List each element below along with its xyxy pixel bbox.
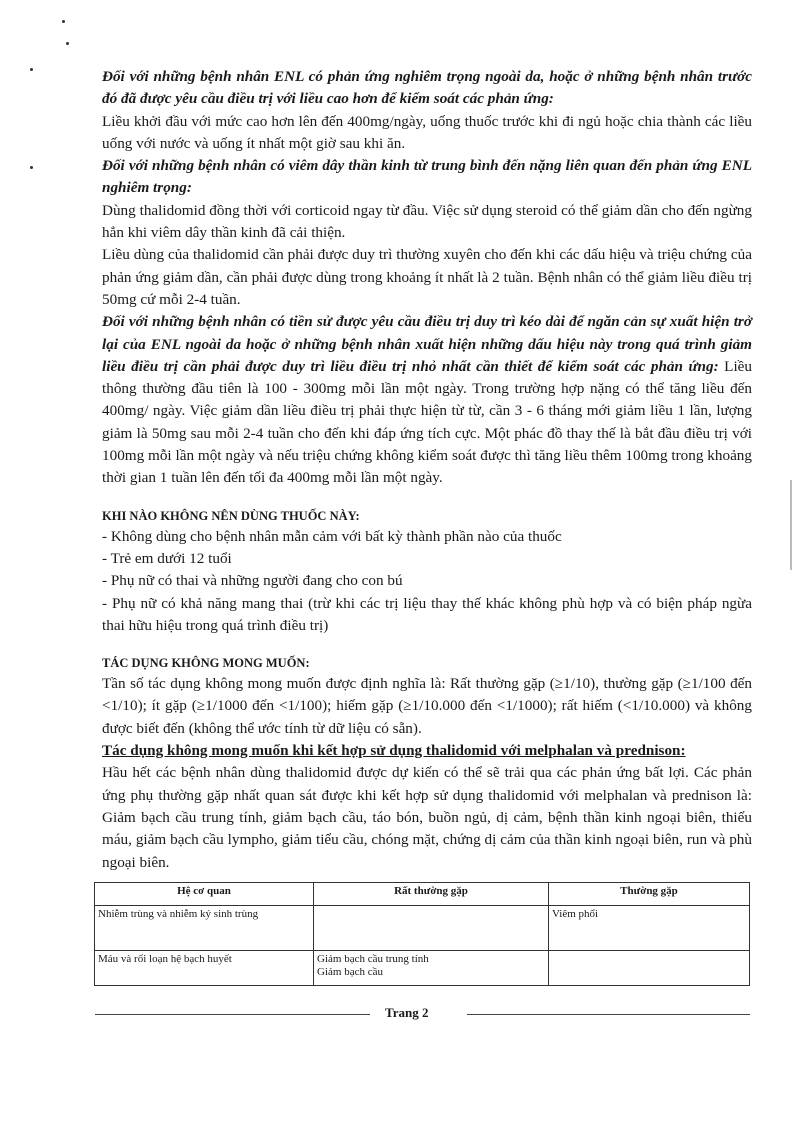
paragraph-body: Liều khởi đầu với mức cao hơn lên đến 400mg/ngày, uống thuốc trước khi đi ngủ hoặc chia thành các liều uống với nước và uống ít nhất một giờ sau khi ăn.: [102, 112, 752, 152]
paragraph-body: Hầu hết các bệnh nhân dùng thalidomid được dự kiến có thể sẽ trải qua các phản ứng bất lợi. Các phản ứng phụ thường gặp nhất quan sát được khi kết hợp sử dụng thalidomid với melphalan và prednison là: Giảm bạch cầu trung tính, giảm bạch cầu, táo bón, buồn ngủ, dị cảm, bệnh thần kinh ngoại biên, thiếu máu, giảm bạch cầu lympho, giảm tiểu cầu, chóng mặt, chứng dị cảm của thần kinh ngoại biên, run và phù ngoại biên.: [102, 764, 752, 871]
main-text: [102, 66, 752, 874]
footer-rule: [467, 1014, 750, 1015]
section-heading-contraindications: KHI NÀO KHÔNG NÊN DÙNG THUỐC NÀY:: [102, 508, 360, 523]
table-header-row: [95, 883, 750, 906]
page-number: Trang 2: [385, 1005, 429, 1020]
paragraph-body: Dùng thalidomid đồng thời với corticoid ngay từ đầu. Việc sử dụng steroid có thể giảm dần cho đến ngừng hẳn khi viêm dây thần kinh đã cải thiện.: [102, 201, 752, 242]
paragraph-heading: Đối với những bệnh nhân có viêm dây thần kinh từ trung bình đến nặng liên quan đến phản ứng ENL nghiêm trọng:: [102, 157, 752, 197]
table-cell: Viêm phổi: [549, 906, 750, 951]
list-item: - Phụ nữ có khả năng mang thai (trừ khi các trị liệu thay thế khác không phù hợp và có biện pháp ngừa thai hữu hiệu trong quá trình điều trị): [102, 594, 752, 634]
column-header: Thường gặp: [549, 883, 750, 906]
scan-speck: [62, 20, 65, 23]
list-item: - Trẻ em dưới 12 tuổi: [102, 549, 232, 567]
list-item: - Phụ nữ có thai và những người đang cho con bú: [102, 572, 403, 590]
table-cell: [314, 906, 549, 951]
table-cell: Máu và rối loạn hệ bạch huyết: [95, 951, 314, 986]
paragraph-frequency: Tần số tác dụng không mong muốn được định nghĩa là: Rất thường gặp (≥1/10), thường gặp (≥1/100 đến <1/10); ít gặp (≥1/1000 đến <1/100); hiếm gặp (≥1/10.000 đến <1/1000); rất hiếm (<1/10.000) và không được biết đến (không thể ước tính từ dữ liệu có sẵn).: [102, 675, 752, 737]
column-header: Rất thường gặp: [314, 883, 549, 906]
adverse-effects-table: [94, 882, 750, 986]
scan-speck: [30, 68, 33, 71]
column-header: Hệ cơ quan: [95, 883, 314, 906]
paragraph-heading: Đối với những bệnh nhân ENL có phản ứng nghiêm trọng ngoài da, hoặc ở những bệnh nhân trước đó đã được yêu cầu điều trị với liều cao hơn để kiểm soát các phản ứng:: [102, 68, 752, 108]
list-item: - Không dùng cho bệnh nhân mẫn cảm với bất kỳ thành phần nào của thuốc: [102, 527, 562, 545]
page-footer: [95, 1002, 750, 1026]
table-row: [95, 951, 750, 986]
contraindication-list: [102, 526, 752, 637]
table-cell: Nhiễm trùng và nhiễm ký sinh trùng: [95, 906, 314, 951]
paragraph-severe-enl: [102, 66, 752, 111]
footer-rule: [95, 1014, 370, 1015]
subheading-melphalan-prednison: Tác dụng không mong muốn khi kết hợp sử dụng thalidomid với melphalan và prednison:: [102, 742, 686, 760]
table-cell: [549, 951, 750, 986]
table-row: [95, 906, 750, 951]
scan-speck: [66, 42, 69, 45]
paragraph-body: Liều dùng của thalidomid cần phải được duy trì thường xuyên cho đến khi các dấu hiệu và triệu chứng của phản ứng giảm dần, cần phải được dùng trong khoảng ít nhất là 2 tuần. Bệnh nhân có thể giảm liều điều trị 50mg cứ mỗi 2-4 tuần.: [102, 246, 752, 308]
scan-speck: [30, 166, 33, 169]
section-heading-adverse-effects: TÁC DỤNG KHÔNG MONG MUỐN:: [102, 656, 310, 671]
paragraph-body: Liều thông thường đầu tiên là 100 - 300mg mỗi lần một ngày. Trong trường hợp nặng có thể tăng liều đến 400mg/ ngày. Việc giảm dần liều điều trị phải thực hiện từ từ, cần 3 - 6 tháng mới giảm liều 1 lần, lượng giảm là 50mg sau mỗi 2-4 tuần cho đến khi đáp ứng tích cực. Một phác đồ thay thế là bắt đầu điều trị với 100mg mỗi lần một ngày và nếu triệu chứng không kiểm soát được thì tăng liều thêm 100mg trong khoảng thời gian 1 tuần lên đến tối đa 400mg mỗi lần một ngày.: [102, 357, 752, 487]
scan-edge-mark: [790, 480, 792, 570]
table-cell: Giảm bạch cầu trung tính Giảm bạch cầu: [314, 951, 549, 986]
paragraph-heading: Đối với những bệnh nhân có tiền sử được yêu cầu điều trị duy trì kéo dài để ngăn cản sự xuất hiện trở lại của ENL ngoài da hoặc ở những bệnh nhân xuất hiện những dấu hiệu này trong quá trình giảm liều điều trị cần phải được duy trì liều điều trị nhỏ nhất cần thiết để kiểm soát các phản ứng:: [102, 313, 752, 375]
